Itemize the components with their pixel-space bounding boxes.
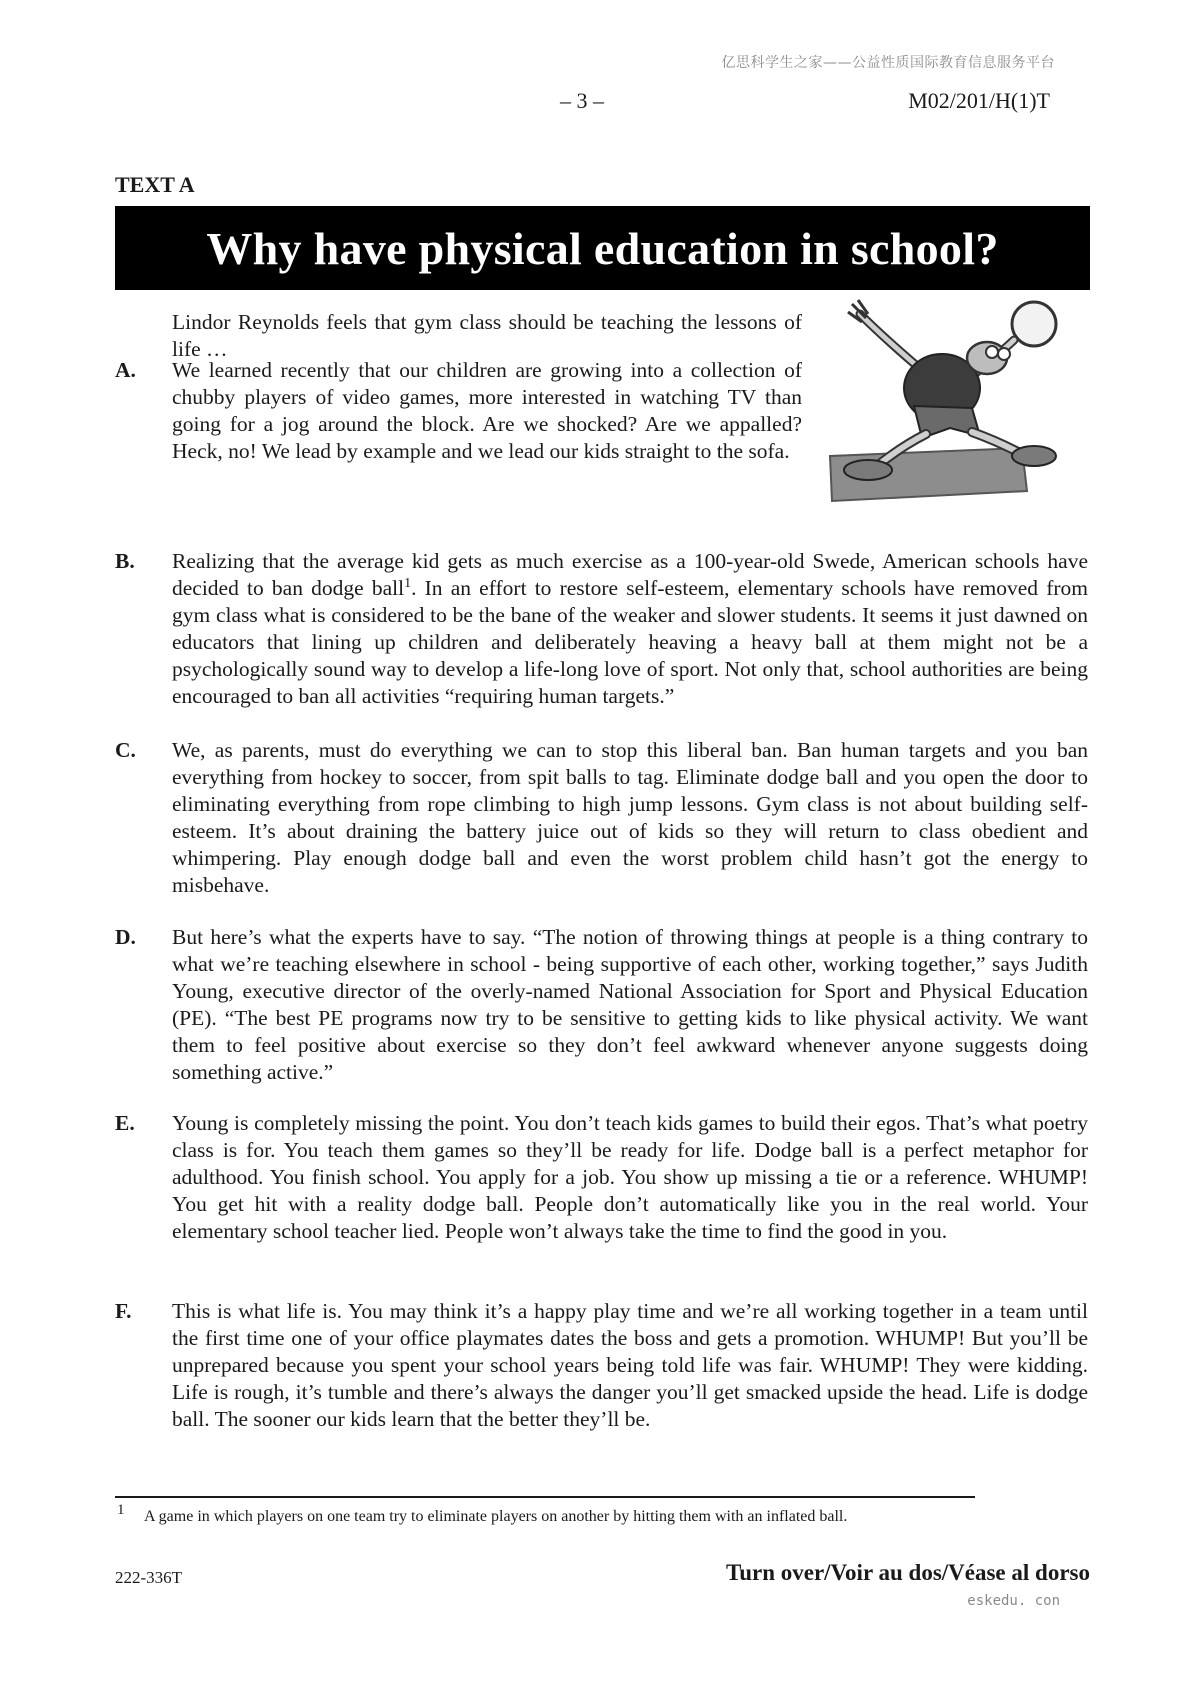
paragraph-f-letter: F.	[115, 1299, 132, 1323]
paragraph-e-letter: E.	[115, 1111, 135, 1135]
watermark-top: 亿思科学生之家——公益性质国际教育信息服务平台	[721, 55, 1055, 71]
article-title: Why have physical education in school?	[115, 206, 1090, 290]
page-number: – 3 –	[560, 88, 604, 113]
paragraph-d-letter: D.	[115, 925, 136, 949]
paragraph-c-letter: C.	[115, 738, 136, 762]
paragraph-e-text: Young is completely missing the point. You don’t teach kids games to build their egos. That’s what poetry class is for. You teach them games so they’ll be ready for life. Dodge ball is a perfect metaphor for adulthood. You finish school. You apply for a job. You show up missing a tie or a reference. WHUMP! You get hit with a reality dodge ball. People don’t automatically like you in the real world. Your elementary school teacher lied. People won’t always take the time to find the good in you.	[172, 1111, 1088, 1243]
dodgeball-player-illustration	[822, 296, 1084, 541]
paragraph-b-letter: B.	[115, 549, 135, 573]
paragraph-c-text: We, as parents, must do everything we can to stop this liberal ban. Ban human targets and you ban everything from hockey to soccer, from spit balls to tag. Eliminate dodge ball and you open the door to eliminating everything from rope climbing to high jump lessons. Gym class is not about building self-esteem. It’s about draining the battery juice out of kids so they will return to class obedient and whimpering. Play enough dodge ball and even the worst problem child hasn’t got the energy to misbehave.	[172, 738, 1088, 897]
document-code: M02/201/H(1)T	[908, 88, 1050, 113]
footnote-number: 1	[117, 1502, 125, 1518]
paragraph-b-text-start: Realizing that the average kid gets as much exercise as a 100-year-old Swede, American schools have decided to ban dodge ball	[172, 549, 1088, 600]
paragraph-b-text	[172, 548, 1088, 710]
paragraph-b-text-end: . In an effort to restore self-esteem, elementary schools have removed from gym class what is considered to be the bane of the weaker and slower students. It seems it just dawned on educators that lining up children and deliberately heaving a heavy ball at them might not be a psychologically sound way to develop a life-long love of sport. Not only that, school authorities are being encouraged to ban all activities “requiring human targets.”	[172, 576, 1088, 708]
paragraph-d-text: But here’s what the experts have to say. “The notion of throwing things at people is a thing contrary to what we’re teaching elsewhere in school - being supportive of each other, working together,” says Judith Young, executive director of the overly-named National Association for Sport and Physical Education (PE). “The best PE programs now try to be sensitive to getting kids to like physical activity. We want them to feel positive about exercise so they don’t feel awkward whenever anyone suggests doing something active.”	[172, 925, 1088, 1084]
paragraph-a-text: We learned recently that our children are growing into a collection of chubby players of video games, more interested in watching TV than going for a jog around the block. Are we shocked? Are we appalled? Heck, no! We lead by example and we lead our kids straight to the sofa.	[172, 358, 802, 463]
footnote-text: A game in which players on one team try to eliminate players on another by hitting them with an inflated ball.	[144, 1508, 848, 1525]
paper-code: 222-336T	[115, 1568, 183, 1587]
footnote-reference: 1	[404, 575, 412, 591]
footnote-divider	[115, 1496, 975, 1498]
paragraph-f-text: This is what life is. You may think it’s a happy play time and we’re all working together in a team until the first time one of your office playmates dates the boss and gets a promotion. WHUMP! But you’ll be unprepared because you spent your school years being told life was fair. WHUMP! They were kidding. Life is rough, it’s tumble and there’s always the danger you’ll get smacked upside the head. Life is dodge ball. The sooner our kids learn that the better they’ll be.	[172, 1299, 1088, 1431]
text-label: TEXT A	[115, 172, 195, 197]
watermark-bottom: eskedu. con	[967, 1593, 1060, 1609]
paragraph-a-letter: A.	[115, 358, 136, 382]
intro-text: Lindor Reynolds feels that gym class should be teaching the lessons of life …	[172, 310, 802, 361]
turn-over-label: Turn over/Voir au dos/Véase al dorso	[725, 1560, 1090, 1585]
